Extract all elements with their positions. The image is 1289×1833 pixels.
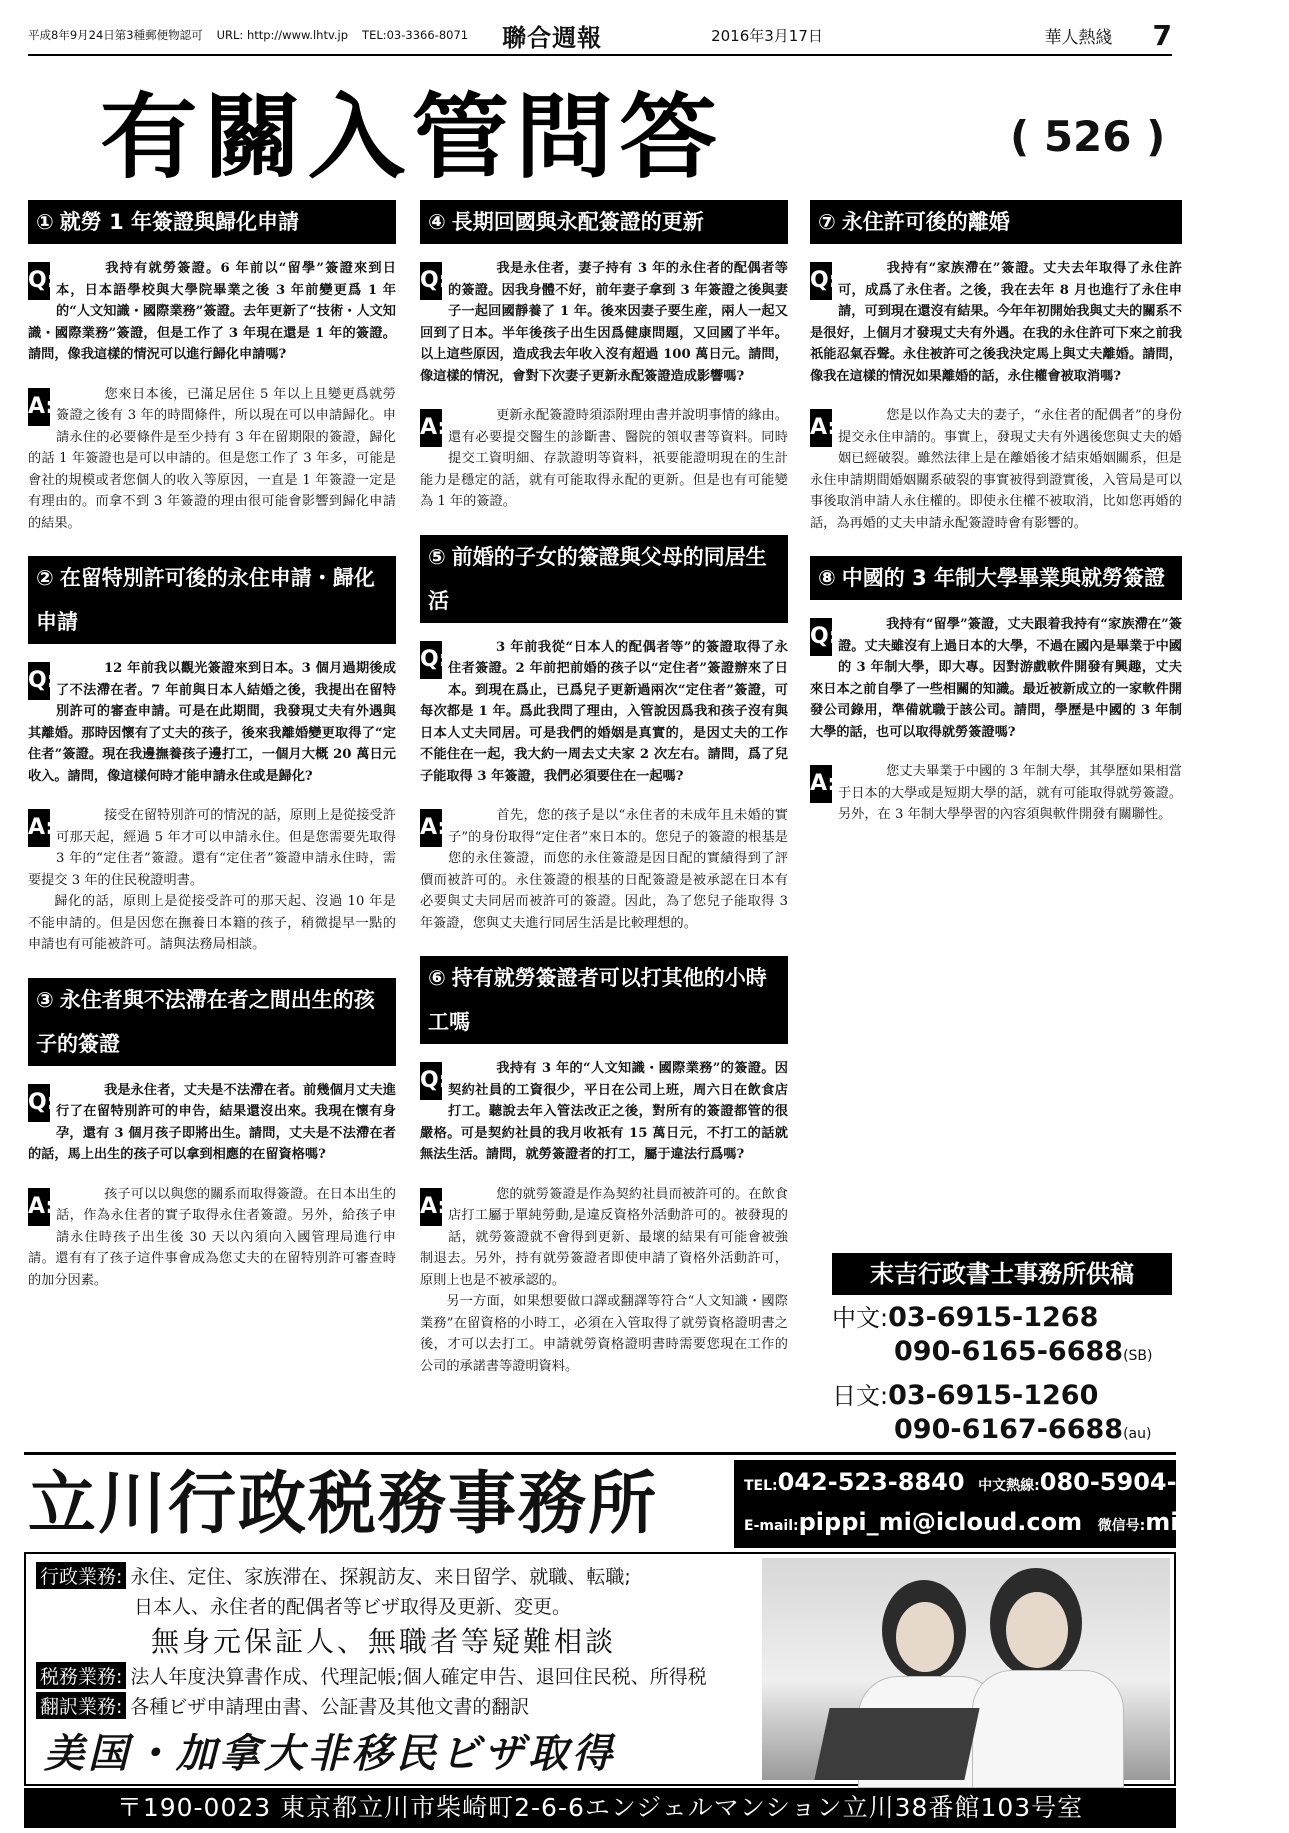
question-heading-8: ⑧ 中國的 3 年制大學畢業與就勞簽證 <box>810 556 1182 600</box>
contact-zh-line-1: 中文:03-6915-1268 <box>832 1302 1099 1333</box>
a-badge: A: <box>28 809 50 847</box>
contact-box <box>832 1253 1172 1451</box>
ad-admin-line-1: 行政業務: 永住、定住、家族滞在、探親訪友、来日留学、就職、転職; <box>36 1562 631 1589</box>
question-text-1: Q: 我持有就勞簽證。6 年前以“留學”簽證來到日本，日本語學校與大學院畢業之後 3 年前變更爲 1 年的“人文知識・國際業務”簽證。去年更新了“技術・人文知識・國際業務”簽證，但是工作了 3 年現在還是 1 年的簽證。請問，像我這樣的情況可以進行歸化申請嗎? <box>28 261 396 362</box>
q-badge: Q: <box>810 262 832 300</box>
answer-text-2: A: 接受在留特別許可的情況的話，原則上是從接受許可那天起，經過 5 年才可以申請永住。但是您需要先取得 3 年的“定住者”簽證。還有“定住者”簽證申請永住時，需要提交 3 年的住民稅證明書。 歸化的話，原則上是從接受許可的那天起、沒過 10 年是不能申請的。但是因您在撫養日本籍的孩子，稍微提早一點的申請也有可能被許可。請與法務局相談。 <box>28 808 396 952</box>
ad-rule <box>24 1452 1176 1455</box>
question-heading-5: ⑤ 前婚的子女的簽證與父母的同居生活 <box>420 535 788 623</box>
q-badge: Q: <box>420 1062 442 1100</box>
question-heading-3: ③ 永住者與不法滯在者之間出生的孩子的簽證 <box>28 978 396 1066</box>
ja-phone-2[interactable]: 090-6167-6688 <box>894 1414 1124 1445</box>
answer-text-3: A: 孩子可以以與您的關系而取得簽證。在日本出生的話，作為永住者的實子取得永住者簽證。另外，給孩子申請永住時孩子出生後 30 天以內須向入國管理局進行申請。還有有了孩子這件事會成為您丈夫的在留特別許可審查時的加分因素。 <box>28 1186 396 1288</box>
q-badge: Q: <box>28 662 50 700</box>
question-text-5: Q: 3 年前我從“日本人的配偶者等”的簽證取得了永住者簽證。2 年前把前婚的孩子以“定住者”簽證辦來了日本。到現在爲止，已爲兒子更新過兩次“定住者”簽證，可每次都是 1 年。爲此我問了理由，入管說因爲我和孩子沒有與日本人丈夫同居。可是我們的婚姻是真實的，是因丈夫的工作不能住在一起，我大約一周去丈夫家 2 次左右。請問，爲了兒子能取得 3 年簽證，我們必須要住在一起嗎? <box>420 639 788 784</box>
question-text-4: Q: 我是永住者，妻子持有 3 年的永住者的配偶者等的簽證。因我身體不好，前年妻子拿到 3 年簽證之後與妻子一起回國靜養了 1 年。後來因妻子要生産，兩人一起又回到了日本。半年後孩子出生因爲健康問題，又回國了半年。以上這些原因，造成我去年收入沒有超過 100 萬日元。請問，像這樣的情況，會對下次妻子更新永配簽證造成影響嗎? <box>420 261 788 384</box>
question-text-7: Q: 我持有“家族滯在”簽證。丈夫去年取得了永住許可，成爲了永住者。之後，我在去年 8 月也進行了永住申請，可到現在還沒有結果。今年年初開始我與丈夫的關系不是很好，上個月才發現丈夫有外遇。在我的永住許可下來之前我祇能忍氣吞聲。永住被許可之後我決定馬上與丈夫離婚。請問，像我在這樣的情況如果離婚的話，永住權會被取消嗎? <box>810 261 1182 384</box>
ad-email[interactable]: pippi_mi@icloud.com <box>798 1508 1083 1536</box>
ad-address: 〒190-0023 東京都立川市柴崎町2-6-6エンジェルマンション立川38番館103号室 <box>24 1788 1176 1828</box>
ad-wechat[interactable]: miho-5858 <box>1145 1508 1289 1536</box>
ad-contact-row-1: TEL:042-523-8840 中文熱線:080-5904-5858 <box>744 1468 1244 1496</box>
header-phone: TEL:03-3366-8071 <box>362 28 469 42</box>
q-badge: Q: <box>420 641 442 679</box>
question-text-2: Q: 12 年前我以觀光簽證來到日本。3 個月過期後成了不法滯在者。7 年前與日本人結婚之後，我提出在留特別許可的審查申請。可是在此期間，我發現丈夫有外遇與其離婚。那時因懷有了丈夫的孩子，後來我離婚變更取得了“定住者”簽證。現在我邊撫養孩子邊打工，一個月大概 20 萬日元收入。請問，像這樣何時才能申請永住或是歸化? <box>28 661 396 784</box>
q-badge: Q: <box>28 262 50 300</box>
a-badge: A: <box>28 1188 50 1226</box>
answer-text-7: A: 您是以作為丈夫的妻子，“永住者的配偶者”的身份提交永住申請的。事實上，發現丈夫有外遇後您與丈夫的婚姻已經破裂。雖然法律上是在離婚後才結束婚姻關系，但是永住申請期間婚姻關系破裂的事實被得到證實後，入管局是可以事後取消申請人永住權的。即使永住權不被取消，比如您再婚的話，為再婚的丈夫申請永配簽證時會有影響的。 <box>810 408 1182 531</box>
a-badge: A: <box>810 765 832 803</box>
page-number: 7 <box>1152 18 1172 52</box>
ja-phone-1[interactable]: 03-6915-1260 <box>888 1380 1099 1411</box>
ad-contact-row-2: E-mail:pippi_mi@icloud.com 微信号:miho-5858 <box>744 1508 1289 1536</box>
column-3 <box>810 200 1182 844</box>
contact-zh-line-2: 090-6165-6688(SB) <box>894 1336 1153 1367</box>
ad-tel[interactable]: 042-523-8840 <box>777 1468 965 1496</box>
question-heading-2: ② 在留特別許可後的永住申請・歸化申請 <box>28 556 396 644</box>
q-badge: Q: <box>810 618 832 656</box>
answer-text-1: A: 您來日本後，已滿足居住 5 年以上且變更爲就勞簽證之後有 3 年的時間條件，所以現在可以申請歸化。申請永住的必要條件是至少持有 3 年在留期限的簽證，歸化的話 1 年簽證也是可以申請的。但是您工作了 3 年多，可能是會社的規模或者您個人的收入等原因，一直是 1 年簽證一定是有理由的。而拿不到 3 年簽證的理由很可能會影響到歸化申請的結果。 <box>28 386 396 531</box>
ad-tax-line: 税務業務: 法人年度決算書作成、代理記帳;個人確定申告、退回住民税、所得税 <box>36 1662 707 1689</box>
question-heading-4: ④ 長期回國與永配簽證的更新 <box>420 200 788 244</box>
zh-phone-2[interactable]: 090-6165-6688 <box>894 1336 1124 1367</box>
website-url[interactable]: URL: http://www.lhtv.jp <box>216 28 349 42</box>
contact-heading: 末吉行政書士事務所供稿 <box>832 1253 1172 1295</box>
zh-phone-1[interactable]: 03-6915-1268 <box>888 1302 1099 1333</box>
answer-text-8: A: 您丈夫畢業于中國的 3 年制大學，其學歷如果相當于日本的大學或是短期大學的話，就有可能取得就勞簽證。另外，在 3 年制大學學習的內容須與軟件開發有關聯性。 <box>810 764 1182 822</box>
page-title: 有關入管問答 <box>100 84 724 191</box>
title-row <box>100 84 724 191</box>
a-badge: A: <box>420 809 442 847</box>
section-name: 華人熱綫 <box>1044 27 1113 48</box>
a-badge: A: <box>28 388 50 426</box>
issue-date: 2016年3月17日 <box>711 26 823 45</box>
q-badge: Q: <box>28 1084 50 1122</box>
a-badge: A: <box>420 1188 442 1226</box>
ad-office-name: 立川行政税務事務所 <box>28 1464 659 1544</box>
answer-text-5: A: 首先，您的孩子是以“永住者的未成年且未婚的實子”的身份取得“定住者”來日本的。您兒子的簽證的根基是您的永住簽證，而您的永住簽證是因日配的實績得到了評價而被許可的。永住簽證的根基的日配簽證是被承認在日本有必要與丈夫同居而被許可的簽證。因此，為了您兒子能取得 3 年簽證，您與丈夫進行同居生活是比較理想的。 <box>420 808 788 931</box>
ad-cn-tel[interactable]: 080-5904-5858 <box>1039 1468 1244 1496</box>
question-text-6: Q: 我持有 3 年的“人文知識・國際業務”的簽證。因契約社員的工資很少，平日在公司上班，周六日在飲食店打工。聽說去年入管法改正之後，對所有的簽證都管的很嚴格。可是契約社員的我月收祇有 15 萬日元，不打工的話就無法生活。請問，就勞簽證者的打工，屬于違法行爲嗎? <box>420 1061 788 1162</box>
answer-text-6: A: 您的就勞簽證是作為契約社員而被許可的。在飲食店打工屬于單純勞動,是違反資格外活動許可的。被發現的話，就勞簽證就不會得到更新、最壞的結果有可能會被強制退去。另外，持有就勞簽證者即使申請了資格外活動許可，原則上也是不被承認的。 另一方面，如果想要做口譯或翻譯等符合“人文知識・國際業務”在留資格的小時工，必須在入管取得了就勞資格證明書之後，才可以去打工。申請就勞資格證明書時需要您現在工作的公司的承諾書等證明資料。 <box>420 1186 788 1374</box>
question-heading-6: ⑥ 持有就勞簽證者可以打其他的小時工嗎 <box>420 956 788 1044</box>
ad-visa-line: 美国・加拿大非移民ビザ取得 <box>44 1731 616 1777</box>
question-heading-1: ① 就勞 1 年簽證與歸化申請 <box>28 200 396 244</box>
question-text-8: Q: 我持有“留學”簽證，丈夫跟着我持有“家族滯在”簽證。丈夫雖沒有上過日本的大學，不過在國內是畢業于中國的 3 年制大學，即大專。因對游戲軟件開發有興趣，丈夫來日本之前自學了一些相關的知識。最近被新成立的一家軟件開發公司錄用，準備就職于該公司。請問，學歷是中國的 3 年制大學的話，也可以取得就勞簽證嗎? <box>810 617 1182 740</box>
contact-ja-line-2: 090-6167-6688(au) <box>894 1414 1152 1445</box>
newspaper-brand: 聯合週報 <box>502 23 603 52</box>
ad-contact-panel <box>734 1460 1289 1548</box>
question-text-3: Q: 我是永住者，丈夫是不法滯在者。前幾個月丈夫進行了在留特別許可的申告，結果還沒出來。我現在懷有身孕，還有 3 個月孩子即將出生。請問，丈夫是不法滯在者的話，馬上出生的孩子可以拿到相應的在留資格嗎? <box>28 1082 396 1162</box>
a-badge: A: <box>420 409 442 447</box>
postal-permit: 平成8年9月24日第3種郵便物認可 <box>28 28 203 42</box>
ad-admin-line-2: 日本人、永住者的配偶者等ビザ取得及更新、変更。 <box>134 1596 572 1618</box>
header-rule <box>28 54 1172 56</box>
answer-text-4: A: 更新永配簽證時須添附理由書并說明事情的緣由。還有必要提交醫生的診斷書、醫院的領収書等資料。同時提交工資明細、存款證明等資料，祇要能證明現在的生計能力是穩定的話，就有可能取得永配的更新。但是也有可能變為 1 年的簽證。 <box>420 408 788 509</box>
q-badge: Q: <box>420 262 442 300</box>
question-heading-7: ⑦ 永住許可後的離婚 <box>810 200 1182 244</box>
a-badge: A: <box>810 409 832 447</box>
masthead <box>28 18 1172 52</box>
ad-consult-line: 無身元保証人、無職者等疑難相談 <box>151 1625 617 1658</box>
contact-ja-line-1: 日文:03-6915-1260 <box>832 1380 1099 1411</box>
ad-photo <box>762 1558 1170 1780</box>
column-2 <box>420 200 788 1395</box>
column-1 <box>28 200 396 1309</box>
issue-number: ( 526 ) <box>1010 112 1166 161</box>
ad-services-box <box>24 1552 1176 1786</box>
ad-translation-line: 翻訳業務: 各種ビザ申請理由書、公証書及其他文書的翻訳 <box>36 1692 529 1719</box>
